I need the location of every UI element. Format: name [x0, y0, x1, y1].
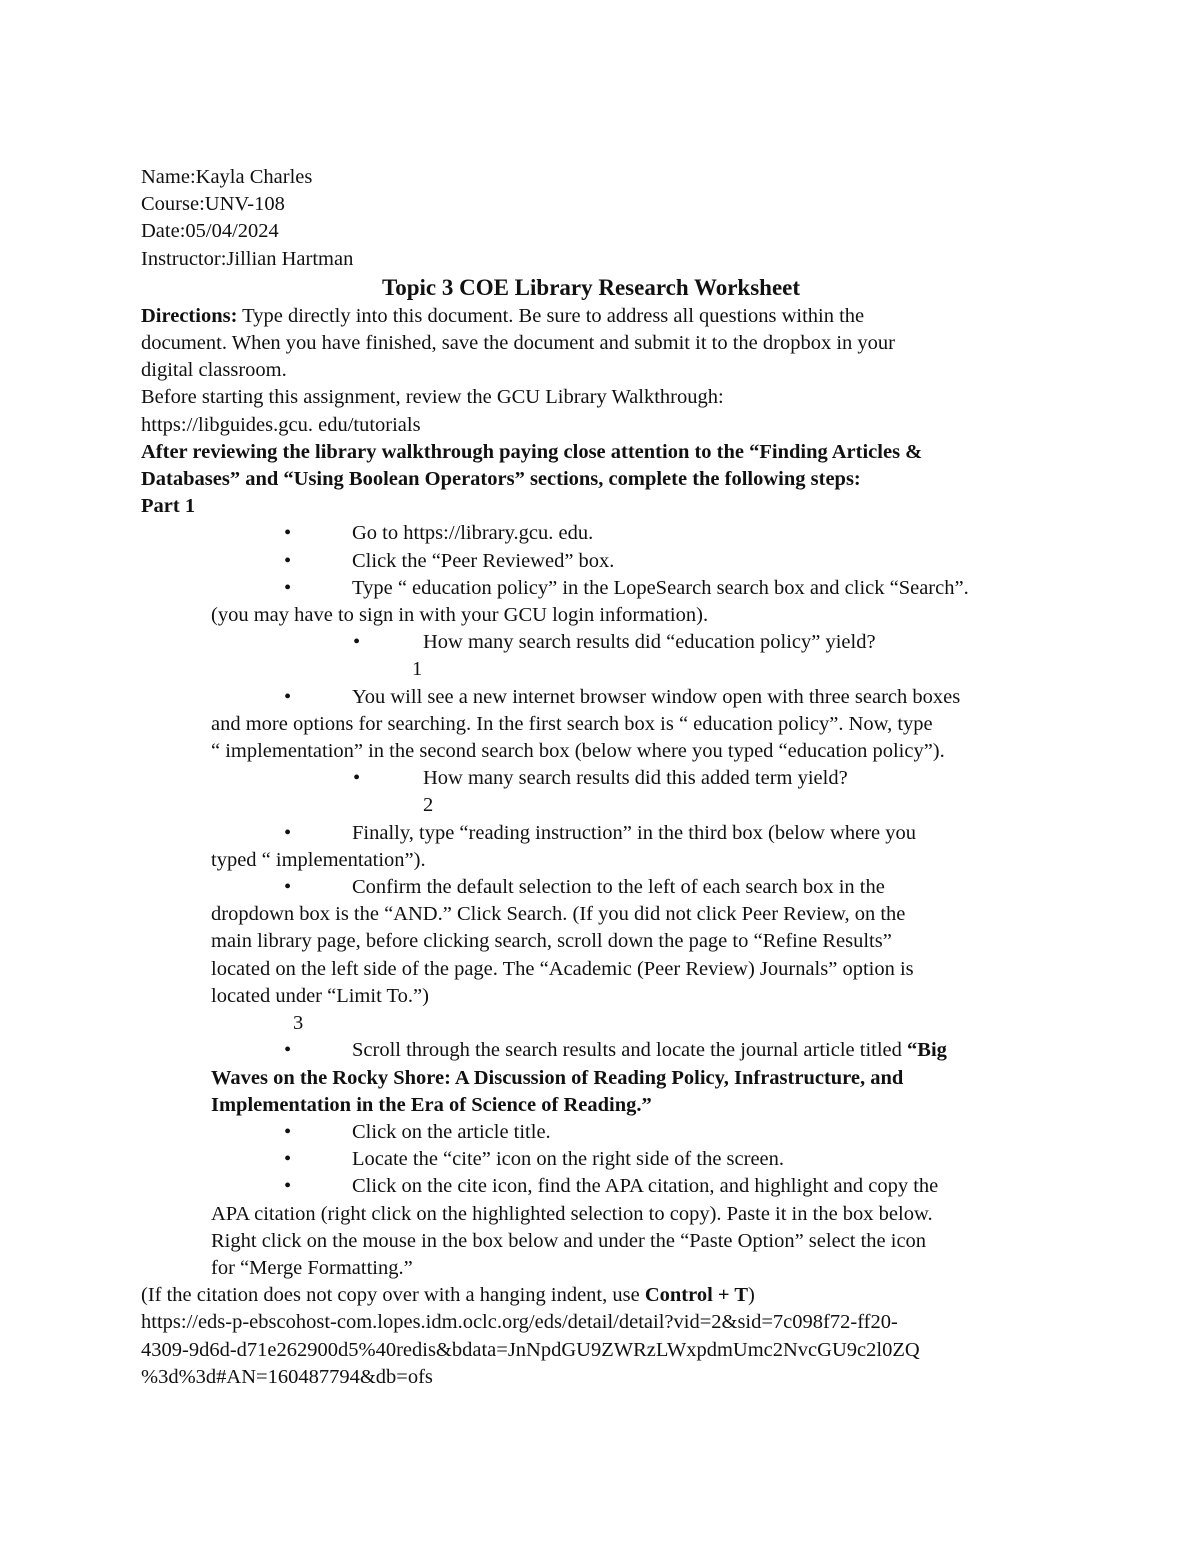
directions-line-1 — [141, 303, 1061, 330]
bullet-icon: • — [284, 876, 292, 899]
step-copy-citation — [141, 1173, 1061, 1200]
step-text: Locate the “cite” icon on the right side of the screen. — [352, 1148, 785, 1171]
step-continuation: Right click on the mouse in the box below and under the “Paste Option” select the icon — [211, 1229, 927, 1252]
step-text: Scroll through the search results and locate the journal article titled — [352, 1039, 908, 1062]
instructor-name: Instructor:Jillian Hartman — [141, 247, 354, 270]
note-text: (If the citation does not copy over with a hanging indent, use — [141, 1284, 645, 1307]
citation-url-line-2[interactable]: 4309-9d6d-d71e262900d5%40redis&bdata=JnNpdGU9ZWRzLWxpdmUmc2NvcGU9c2l0ZQ — [141, 1338, 920, 1361]
document-title: Topic 3 COE Library Research Worksheet — [381, 274, 801, 300]
answer-2: 2 — [423, 794, 434, 817]
note-close: ) — [748, 1284, 755, 1307]
part-label: Part 1 — [141, 495, 196, 518]
bullet-icon: • — [284, 549, 292, 572]
instruction-line-2: Databases” and “Using Boolean Operators” sections, complete the following steps: — [141, 468, 861, 491]
step-peer-reviewed — [141, 548, 1061, 575]
directions-text-1: Type directly into this document. Be sure to address all questions within the — [237, 304, 865, 327]
bullet-icon: • — [353, 631, 361, 654]
step-text: Confirm the default selection to the left of each search box in the — [352, 876, 885, 899]
step-continuation: “ implementation” in the second search box (below where you typed “education policy”). — [211, 740, 945, 763]
bullet-icon: • — [353, 767, 361, 790]
bullet-icon: • — [284, 1175, 292, 1198]
question-results-2 — [141, 765, 1061, 792]
directions-label: Directions: — [141, 304, 238, 327]
question-text: How many search results did this added term yield? — [423, 767, 848, 790]
article-title-start: “Big — [907, 1039, 947, 1062]
instruction-line-1: After reviewing the library walkthrough paying close attention to the “Finding Articles & — [141, 440, 923, 463]
step-text: Click on the article title. — [352, 1120, 551, 1143]
hanging-indent-note — [141, 1282, 1061, 1309]
walkthrough-url[interactable]: https://libguides.gcu. edu/tutorials — [141, 413, 421, 436]
bullet-icon: • — [284, 685, 292, 708]
walkthrough-intro: Before starting this assignment, review the GCU Library Walkthrough: — [141, 386, 724, 409]
answer-1: 1 — [412, 658, 423, 681]
article-title-line-2: Waves on the Rocky Shore: A Discussion of Reading Policy, Infrastructure, and — [211, 1066, 904, 1089]
directions-line-3: digital classroom. — [141, 359, 287, 382]
step-continuation: located on the left side of the page. The “Academic (Peer Review) Journals” option is — [211, 957, 914, 980]
submission-date: Date:05/04/2024 — [141, 220, 279, 243]
step-click-title — [141, 1119, 1061, 1146]
step-text: Click the “Peer Reviewed” box. — [352, 549, 615, 572]
step-locate-cite — [141, 1146, 1061, 1173]
document-page — [141, 164, 1061, 1391]
step-continuation: APA citation (right click on the highlighted selection to copy). Paste it in the box below. — [211, 1202, 933, 1225]
article-title-line-3: Implementation in the Era of Science of Reading.” — [211, 1093, 652, 1116]
step-type-education-policy — [141, 575, 1061, 602]
citation-url-line-1[interactable]: https://eds-p-ebscohost-com.lopes.idm.oclc.org/eds/detail/detail?vid=2&sid=7c098f72-ff20- — [141, 1311, 898, 1334]
step-text: Go to https://library.gcu. edu. — [352, 522, 594, 545]
bullet-icon: • — [284, 1148, 292, 1171]
question-text: How many search results did “education policy” yield? — [423, 631, 876, 654]
step-text: You will see a new internet browser window open with three search boxes — [352, 685, 961, 708]
question-results-1 — [141, 629, 1061, 656]
student-name: Name:Kayla Charles — [141, 166, 313, 188]
keyboard-shortcut: Control + T — [644, 1284, 749, 1307]
bullet-icon: • — [284, 821, 292, 844]
step-reading-instruction — [141, 820, 1061, 847]
step-continuation: main library page, before clicking search, scroll down the page to “Refine Results” — [211, 930, 892, 953]
step-continuation: (you may have to sign in with your GCU login information). — [211, 604, 709, 627]
step-go-to-library — [141, 520, 1061, 547]
step-confirm-and — [141, 874, 1061, 901]
step-text: Click on the cite icon, find the APA citation, and highlight and copy the — [352, 1175, 939, 1198]
bullet-icon: • — [284, 522, 292, 545]
step-continuation: dropdown box is the “AND.” Click Search. (If you did not click Peer Review, on the — [211, 903, 906, 926]
answer-3: 3 — [293, 1012, 304, 1035]
step-continuation: located under “Limit To.”) — [211, 984, 429, 1007]
citation-url-line-3[interactable]: %3d%3d#AN=160487794&db=ofs — [141, 1365, 433, 1388]
bullet-icon: • — [284, 576, 292, 599]
bullet-icon: • — [284, 1039, 292, 1062]
step-locate-article — [141, 1037, 1061, 1064]
step-text: Finally, type “reading instruction” in the third box (below where you — [352, 821, 916, 844]
step-continuation: and more options for searching. In the first search box is “ education policy”. Now, type — [211, 712, 933, 735]
step-new-window — [141, 684, 1061, 711]
bullet-icon: • — [284, 1120, 292, 1143]
course-code: Course:UNV-108 — [141, 193, 285, 216]
step-continuation: for “Merge Formatting.” — [211, 1256, 413, 1279]
step-continuation: typed “ implementation”). — [211, 848, 426, 871]
step-text: Type “ education policy” in the LopeSearch search box and click “Search”. — [352, 576, 969, 599]
directions-line-2: document. When you have finished, save the document and submit it to the dropbox in your — [141, 332, 895, 355]
